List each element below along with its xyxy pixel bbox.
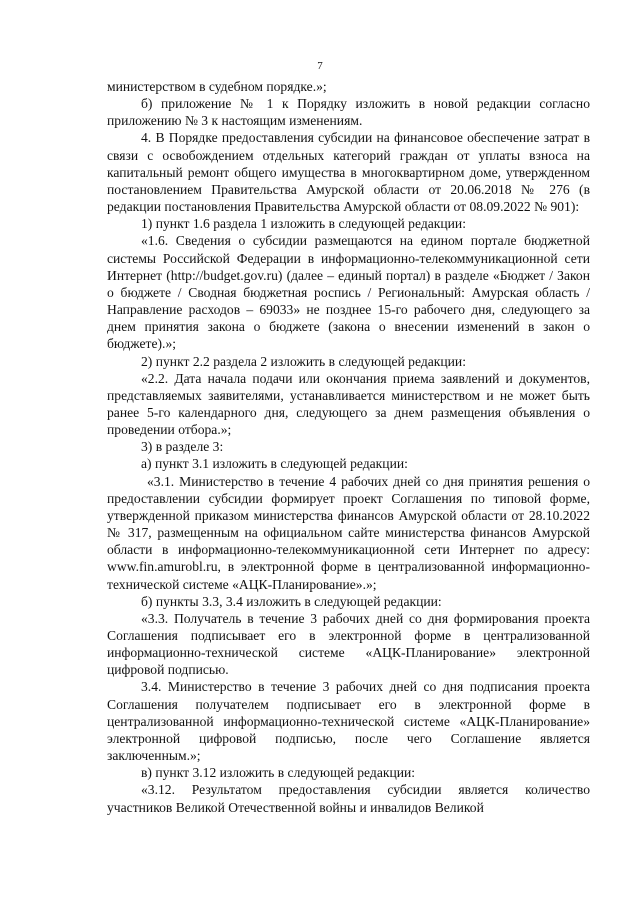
paragraph: б) пункты 3.3, 3.4 изложить в следующей редакции: xyxy=(141,593,442,609)
paragraph: «1.6. Сведения о субсидии размещаются на едином портале бюджетной системы Российской Федерации в информационно-телекоммуникационной сети Интернет (http://budget.gov.ru) (далее – единый портал) в разделе «Бюджет / Закон о бюджете / Сводная бюджетная роспись / Региональный: Амурская область / Направление расходов – 69033» не позднее 15-го рабочего дня, следующего за днем принятия закона о бюджете (закона о внесении изменений в закон о бюджете).»; xyxy=(107,233,590,352)
document-body xyxy=(107,78,590,816)
paragraph: «3.12. Результатом предоставления субсидии является количество участников Великой Отечественной войны и инвалидов Великой xyxy=(107,782,590,815)
paragraph: 3.4. Министерство в течение 3 рабочих дней со дня подписания проекта Соглашения получателем подписывает его в электронной форме в централизованной информационно-технической системе «АЦК-Планирование» электронной цифровой подписью, после чего Соглашение является заключенным.»; xyxy=(107,679,590,764)
paragraph: 3) в разделе 3: xyxy=(141,439,224,455)
page-number: 7 xyxy=(317,60,323,72)
paragraph: 4. В Порядке предоставления субсидии на финансовое обеспечение затрат в связи с освобождением отдельных категорий граждан от уплаты взноса на капитальный ремонт общего имущества в многоквартирном доме, утвержденном постановлением Правительства Амурской области от 20.06.2018 № 276 (в редакции постановления Правительства Амурской области от 08.09.2022 № 901): xyxy=(107,130,590,215)
paragraph: а) пункт 3.1 изложить в следующей редакции: xyxy=(141,456,408,472)
paragraph: 1) пункт 1.6 раздела 1 изложить в следующей редакции: xyxy=(141,216,466,232)
paragraph: 2) пункт 2.2 раздела 2 изложить в следующей редакции: xyxy=(141,353,466,369)
paragraph: «3.1. Министерство в течение 4 рабочих дней со дня принятия решения о предоставлении субсидии формирует проект Соглашения по типовой форме, утвержденной приказом министерства финансов Амурской области от 28.10.2022 № 317, размещенным на официальном сайте министерства финансов Амурской области в информационно-телекоммуникационной сети Интернет по адресу: www.fin.amurobl.ru, в электронной форме в централизованной информационно-технической системе «АЦК-Планирование».»; xyxy=(107,473,590,592)
paragraph: «3.3. Получатель в течение 3 рабочих дней со дня формирования проекта Соглашения подписывает его в электронной форме в централизованной информационно-технической системе «АЦК-Планирование» электронной цифровой подписью. xyxy=(107,610,590,678)
paragraph: в) пункт 3.12 изложить в следующей редакции: xyxy=(141,765,416,781)
paragraph: б) приложение № 1 к Порядку изложить в новой редакции согласно приложению № 3 к настоящим изменениям. xyxy=(107,96,590,129)
paragraph: «2.2. Дата начала подачи или окончания приема заявлений и документов, представляемых заявителями, устанавливается министерством и не может быть ранее 5-го календарного дня, следующего за днем размещения объявления о проведении отбора.»; xyxy=(107,370,590,438)
paragraph: министерством в судебном порядке.»; xyxy=(107,79,327,94)
